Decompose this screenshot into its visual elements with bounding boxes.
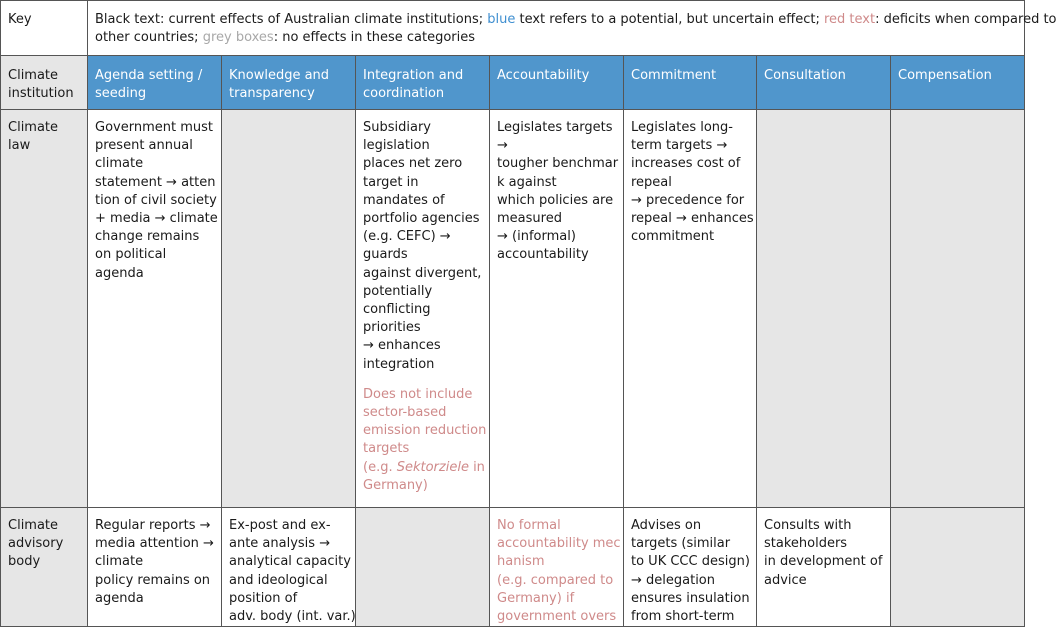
text-line: accountability xyxy=(497,247,589,263)
advisory-accountability-cell xyxy=(490,508,624,627)
text-line: on political xyxy=(95,247,167,263)
text-line: target in xyxy=(363,174,419,190)
text-line: climate xyxy=(95,554,144,570)
text-line: Does not include xyxy=(363,386,473,402)
text-line: No formal xyxy=(497,518,561,533)
text-line: Germany) if xyxy=(497,590,575,606)
advisory-compensation-cell xyxy=(891,508,1025,627)
text-line: measured xyxy=(497,211,562,227)
text-line: climate xyxy=(95,156,144,172)
text-line: tion of civil society xyxy=(95,192,217,208)
text-line: Legislates long- xyxy=(631,120,733,135)
text-line: mandates of xyxy=(363,192,445,208)
text-line: Legislates targets xyxy=(497,120,613,135)
climate-law-integration-cell xyxy=(356,110,490,508)
climate-law-integration-text xyxy=(363,119,482,374)
header-climate-institution: Climate institution xyxy=(1,56,88,110)
text-line: legislation xyxy=(363,138,430,154)
text-line: media attention → xyxy=(95,536,214,552)
text-line: potentially xyxy=(363,283,433,299)
text-line: k against xyxy=(497,174,557,190)
text-line: statement → atten xyxy=(95,174,216,190)
text-line: which policies are xyxy=(497,192,614,208)
climate-law-row xyxy=(1,110,1025,508)
text-line: government overs xyxy=(497,609,617,625)
text-line: (e.g. CEFC) → xyxy=(363,229,451,245)
header-consultation: Consultation xyxy=(757,56,891,110)
text-line: advice xyxy=(764,572,807,588)
header-row xyxy=(1,56,1025,110)
header-accountability: Accountability xyxy=(490,56,624,110)
text-line: from short-term xyxy=(631,609,735,625)
text-line: policy remains on xyxy=(95,572,211,588)
text-line: advisory xyxy=(8,536,64,552)
advisory-commitment-cell xyxy=(624,508,757,627)
climate-law-integration-deficit: Does not include sector-based emission reduction targets (e.g. Sektorziele in Germany) xyxy=(363,386,487,493)
header-integration-coordination: Integration and coordination xyxy=(356,56,490,110)
text-line: tougher benchmar xyxy=(497,156,619,172)
climate-law-knowledge-cell xyxy=(222,110,356,508)
text-line: portfolio agencies xyxy=(363,211,480,227)
text-line: emission reduction xyxy=(363,423,487,439)
text-line: and ideological xyxy=(229,572,328,588)
text-line: + media → climate xyxy=(95,211,218,227)
text-line: → delegation xyxy=(631,572,716,588)
advisory-agenda-cell xyxy=(88,508,222,627)
key-line-2: other countries; grey boxes: no effects in these categories xyxy=(95,30,476,46)
text-line: to UK CCC design) xyxy=(631,554,750,570)
text-line: places net zero xyxy=(363,156,463,172)
advisory-consultation-cell xyxy=(757,508,891,627)
text-line: ante analysis → xyxy=(229,536,331,552)
text-line: targets (similar xyxy=(631,536,731,552)
row-label-climate-law xyxy=(1,110,88,508)
text-line: targets xyxy=(363,441,410,457)
climate-law-commitment-cell xyxy=(624,110,757,508)
text-line: integration xyxy=(363,356,435,372)
text-line: Government must xyxy=(95,120,213,135)
text-line: guards xyxy=(363,247,408,263)
text-line: hanism xyxy=(497,554,545,570)
climate-law-compensation-cell xyxy=(891,110,1025,508)
text-line: against divergent, xyxy=(363,265,482,281)
header-agenda-setting: Agenda setting / seeding xyxy=(88,56,222,110)
text-line: conflicting xyxy=(363,302,431,318)
text-line: agenda xyxy=(95,265,144,281)
text-line: ensures insulation xyxy=(631,590,750,606)
text-line: Ex-post and ex- xyxy=(229,518,331,533)
text-line: repeal xyxy=(631,174,672,190)
advisory-body-row xyxy=(1,508,1025,627)
text-line: term targets → xyxy=(631,138,728,154)
climate-law-accountability-cell xyxy=(490,110,624,508)
text-line: increases cost of xyxy=(631,156,741,172)
text-line: body xyxy=(8,554,41,570)
text-line: in development of xyxy=(764,554,883,570)
text-line: Subsidiary xyxy=(363,120,431,135)
text-line: accountability mec xyxy=(497,536,621,552)
text-line: sector-based xyxy=(363,405,447,421)
key-description xyxy=(88,1,1057,56)
text-line: analytical capacity xyxy=(229,554,351,570)
text-line: agenda xyxy=(95,590,144,606)
text-line: Climate xyxy=(8,518,59,533)
text-line: Consults with xyxy=(764,518,852,533)
text-line: Regular reports → xyxy=(95,518,211,533)
text-line: priorities xyxy=(363,320,421,336)
text-line: → xyxy=(497,138,508,154)
text-line: repeal → enhances xyxy=(631,211,754,227)
text-line: → (informal) xyxy=(497,229,576,245)
text-line: position of xyxy=(229,590,298,606)
text-line: commitment xyxy=(631,229,715,245)
text-line: Advises on xyxy=(631,518,702,533)
text-line: stakeholders xyxy=(764,536,848,552)
header-knowledge-transparency: Knowledge and transparency xyxy=(222,56,356,110)
advisory-integration-cell xyxy=(356,508,490,627)
key-line-1: Black text: current effects of Australian climate institutions; blue text refers to a potential, but uncertain effect; red text: deficits when compared to xyxy=(95,12,1057,27)
key-label: Key xyxy=(1,1,88,56)
climate-law-agenda-cell xyxy=(88,110,222,508)
text-line: → precedence for xyxy=(631,192,745,208)
row-label-advisory-body xyxy=(1,508,88,627)
text-line: → enhances xyxy=(363,338,441,354)
header-commitment: Commitment xyxy=(624,56,757,110)
text-line: change remains xyxy=(95,229,200,245)
text-line: law xyxy=(8,138,31,154)
header-compensation: Compensation xyxy=(891,56,1025,110)
text-line: adv. body (int. var.) xyxy=(229,609,356,625)
key-row xyxy=(1,1,1025,56)
text-line: Climate xyxy=(8,120,59,135)
advisory-knowledge-cell xyxy=(222,508,356,627)
text-line: (e.g. compared to xyxy=(497,572,614,588)
text-line: present annual xyxy=(95,138,193,154)
climate-law-consultation-cell xyxy=(757,110,891,508)
